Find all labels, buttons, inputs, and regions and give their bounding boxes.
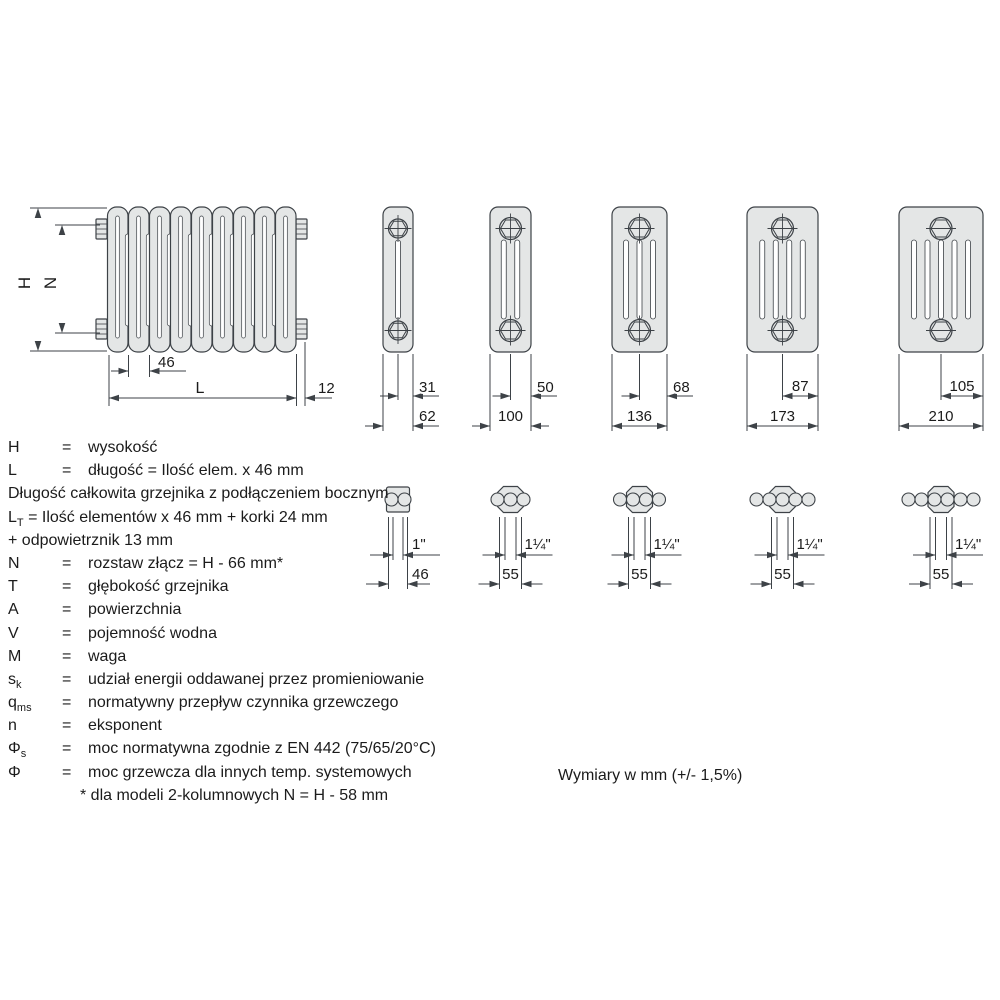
side-connection-label: 12 (318, 380, 335, 397)
half-depth-label: 50 (537, 379, 554, 396)
legend-row: + odpowietrznik 13 mm (8, 531, 173, 549)
legend-description: pojemność wodna (88, 624, 217, 642)
connection-size-label: 1" (412, 536, 426, 553)
legend-equals: = (62, 670, 72, 688)
legend-description: powierzchnia (88, 601, 182, 619)
legend-symbol: Φ (8, 763, 21, 781)
legend-description: moc grzewcza dla innych temp. systemowych (88, 763, 412, 781)
depth-label: 136 (626, 408, 653, 425)
connection-stub (96, 219, 107, 239)
legend-equals: = (62, 601, 72, 619)
legend-equals: = (62, 624, 72, 642)
top-view-3-column (479, 487, 553, 590)
section-view-3-column (472, 207, 557, 431)
legend-description: udział energii oddawanej przez promieniowanie (88, 670, 425, 688)
legend-row (8, 622, 380, 645)
legend-row (8, 552, 380, 575)
top-view-5-column (750, 487, 825, 590)
radiator-element (192, 207, 215, 352)
legend-equals: = (62, 439, 72, 456)
element-width-label: 55 (774, 566, 791, 583)
connection-size-label: 1¼" (955, 536, 982, 553)
legend-description: waga (88, 647, 127, 665)
legend-symbol: V (8, 624, 19, 642)
front-view-drawing (15, 207, 335, 406)
legend-symbol: M (8, 647, 22, 665)
legend (8, 436, 436, 807)
radiator-element (255, 207, 278, 352)
legend-symbol: H (8, 439, 20, 456)
connection-stub (96, 319, 107, 339)
radiator-element (234, 207, 257, 352)
connection-size-label: 1¼" (524, 536, 551, 553)
connection-size-label: 1¼" (653, 536, 680, 553)
legend-row (8, 761, 412, 784)
legend-row (8, 714, 380, 737)
legend-equals: = (62, 578, 72, 596)
legend-equals: = (62, 740, 72, 758)
connection-stub (296, 319, 307, 339)
legend-description: normatywny przepływ czynnika grzewczego (88, 694, 399, 712)
legend-equals: = (62, 763, 72, 781)
legend-row: * dla modeli 2-kolumnowych N = H - 58 mm (80, 786, 389, 804)
top-view-4-column (608, 487, 682, 590)
radiator-element (171, 207, 194, 352)
legend-description: moc normatywna zgodnie z EN 442 (75/65/20°C) (88, 740, 436, 758)
legend-symbol: $q_{ms}$ (8, 694, 32, 715)
legend-row: Długość całkowita grzejnika z podłączeniem bocznym (8, 485, 389, 503)
half-depth-label: 31 (419, 379, 436, 396)
legend-symbol: L (8, 462, 17, 480)
top-view-6-column (902, 487, 983, 590)
radiator-element (276, 207, 297, 352)
legend-description: głębokość grzejnika (88, 578, 229, 596)
depth-label: 62 (419, 408, 436, 425)
radiator-element (150, 207, 173, 352)
half-depth-label: 87 (791, 378, 809, 395)
depth-label: 210 (928, 408, 954, 425)
legend-row (8, 737, 436, 761)
half-depth-label: 68 (673, 379, 690, 396)
legend-equals: = (62, 717, 72, 735)
legend-row (8, 645, 380, 668)
legend-symbol: T (8, 578, 18, 596)
radiator-element (129, 207, 152, 352)
legend-symbol: n (8, 717, 17, 735)
legend-description: rozstaw złącz = H - 66 mm* (88, 554, 284, 572)
legend-symbol: $s_k$ (8, 670, 22, 692)
legend-row (8, 459, 380, 482)
half-depth-label: 105 (949, 378, 975, 395)
section-view-5-column (747, 207, 818, 431)
depth-label: 100 (497, 408, 524, 425)
element-width-label: 55 (631, 566, 648, 583)
dimensions-note: Wymiary w mm (+/- 1,5%) (558, 767, 743, 784)
legend-equals: = (62, 647, 72, 665)
legend-row (8, 668, 425, 692)
legend-symbol: $\Phi_s$ (8, 740, 27, 761)
legend-equals: = (62, 554, 72, 572)
element-width-label: 55 (932, 566, 950, 583)
connection-stub (296, 219, 307, 239)
legend-symbol: A (8, 601, 19, 619)
height-label: H (15, 276, 34, 290)
element-width-label: 55 (502, 566, 519, 583)
radiator-element (108, 207, 131, 352)
legend-row (8, 598, 380, 621)
element-width-label: 46 (412, 566, 429, 583)
legend-row (8, 691, 399, 715)
legend-row (8, 436, 380, 459)
legend-description: wysokość (88, 439, 158, 456)
legend-row: $L_T$ = Ilość elementów x 46 mm + korki 24 mm (8, 508, 328, 529)
radiator-element (213, 207, 236, 352)
depth-label: 173 (769, 408, 796, 425)
section-view-6-column (899, 207, 983, 431)
legend-equals: = (62, 694, 72, 712)
legend-row (8, 575, 380, 598)
spacing-label: N (41, 276, 60, 290)
legend-equals: = (62, 462, 72, 480)
length-label: L (195, 380, 205, 397)
element-pitch-label: 46 (158, 354, 175, 371)
legend-description: eksponent (88, 717, 162, 735)
connection-size-label: 1¼" (796, 536, 823, 553)
legend-description: długość = Ilość elem. x 46 mm (88, 462, 304, 480)
section-view-2-column (365, 207, 439, 431)
section-view-4-column (612, 207, 693, 431)
legend-symbol: N (8, 554, 20, 572)
